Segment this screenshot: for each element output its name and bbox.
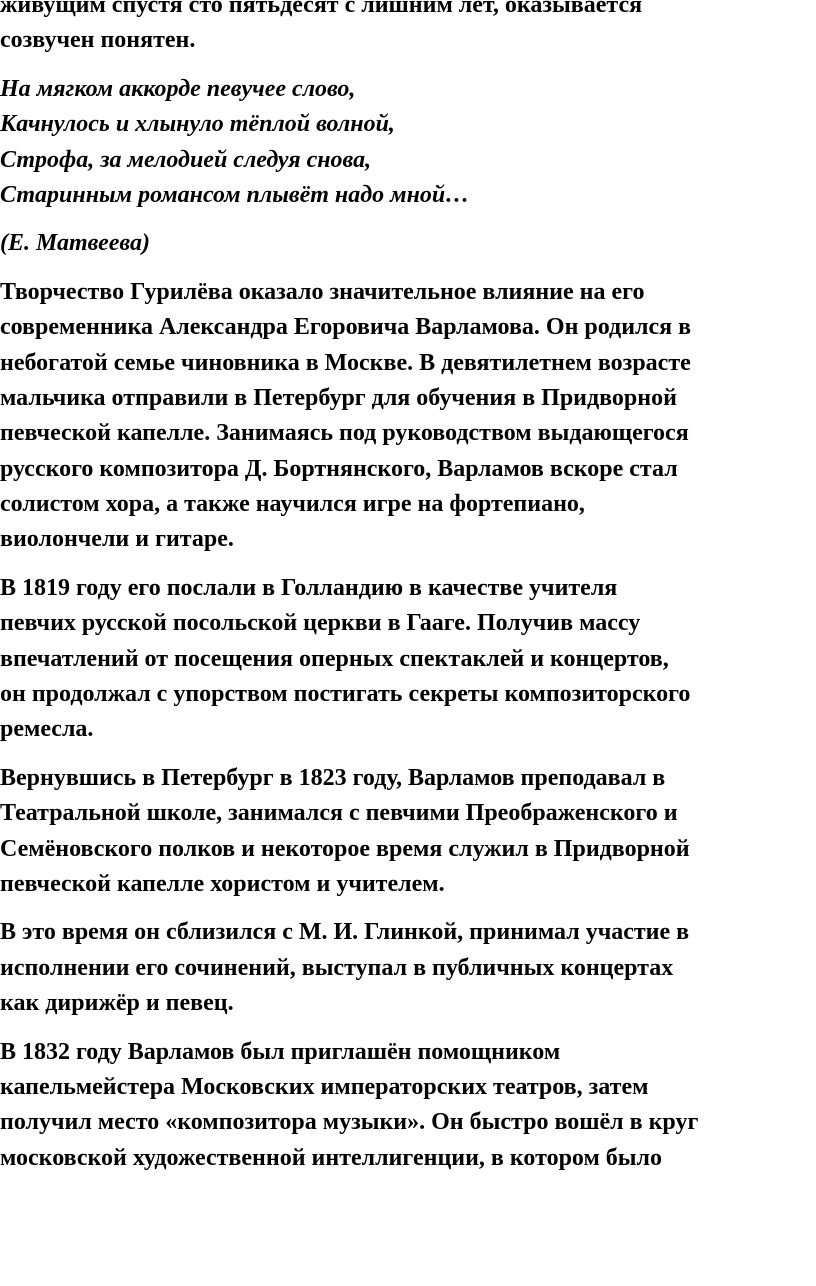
text-line: русского композитора Д. Бортнянского, Варламов вскоре стал [0, 455, 678, 482]
text-line: мальчика отправили в Петербург для обучения в Придворной [0, 384, 677, 411]
poem-line: На мягком аккорде певучее слово, [0, 75, 356, 102]
paragraph-holland [0, 571, 816, 748]
paragraph-intro-tail [0, 0, 816, 59]
paragraph-varlamov-early-life [0, 275, 816, 558]
text-line: московской художественной интеллигенции, в котором было [0, 1144, 663, 1171]
text-line: капельмейстера Московских императорских театров, затем [0, 1073, 649, 1100]
text-line: Творчество Гурилёва оказало значительное влияние на его [0, 278, 645, 305]
text-line: созвучен понятен. [0, 27, 196, 54]
paragraph-glinka [0, 915, 816, 1021]
text-line: певческой капелле хористом и учителем. [0, 870, 445, 897]
text-line: небогатой семье чиновника в Москве. В девятилетнем возрасте [0, 349, 691, 376]
text-line: Театральной школе, занимался с певчими Преображенского и [0, 800, 678, 827]
text-line: живущим спустя сто пятьдесят с лишним лет, оказывается [0, 0, 643, 18]
text-line: как дирижёр и певец. [0, 990, 234, 1017]
text-line: Семёновского полков и некоторое время служил в Придворной [0, 835, 690, 862]
text-line: В 1819 году его послали в Голландию в качестве учителя [0, 574, 618, 601]
poem-line: Качнулось и хлынуло тёплой волной, [0, 111, 395, 138]
text-line: исполнении его сочинений, выступал в публичных концертах [0, 954, 674, 981]
text-line: Вернувшись в Петербург в 1823 году, Варламов преподавал в [0, 764, 666, 791]
poem-line: Строфа, за мелодией следуя снова, [0, 146, 372, 173]
text-line: В это время он сблизился с М. И. Глинкой, принимал участие в [0, 919, 690, 946]
text-line: виолончели и гитаре. [0, 526, 234, 553]
text-line: получил место «композитора музыки». Он быстро вошёл в круг [0, 1109, 699, 1136]
text-line: впечатлений от посещения оперных спектаклей и концертов, [0, 645, 669, 672]
poem-attribution [0, 226, 816, 261]
text-line: певческой капелле. Занимаясь под руководством выдающегося [0, 420, 689, 447]
paragraph-return-petersburg [0, 761, 816, 903]
poem-stanza [0, 72, 816, 214]
text-line: певчих русской посольской церкви в Гааге. Получив массу [0, 610, 641, 637]
poem-line: Старинным романсом плывёт надо мной… [0, 181, 470, 208]
text-line: современника Александра Егоровича Варламова. Он родился в [0, 314, 692, 341]
text-line: ремесла. [0, 716, 94, 743]
attribution-line: (Е. Матвеева) [0, 230, 150, 257]
paragraph-moscow-theatres [0, 1035, 816, 1177]
text-line: В 1832 году Варламов был приглашён помощником [0, 1038, 561, 1065]
text-line: он продолжал с упорством постигать секреты композиторского [0, 681, 691, 708]
text-line: солистом хора, а также научился игре на фортепиано, [0, 491, 585, 518]
